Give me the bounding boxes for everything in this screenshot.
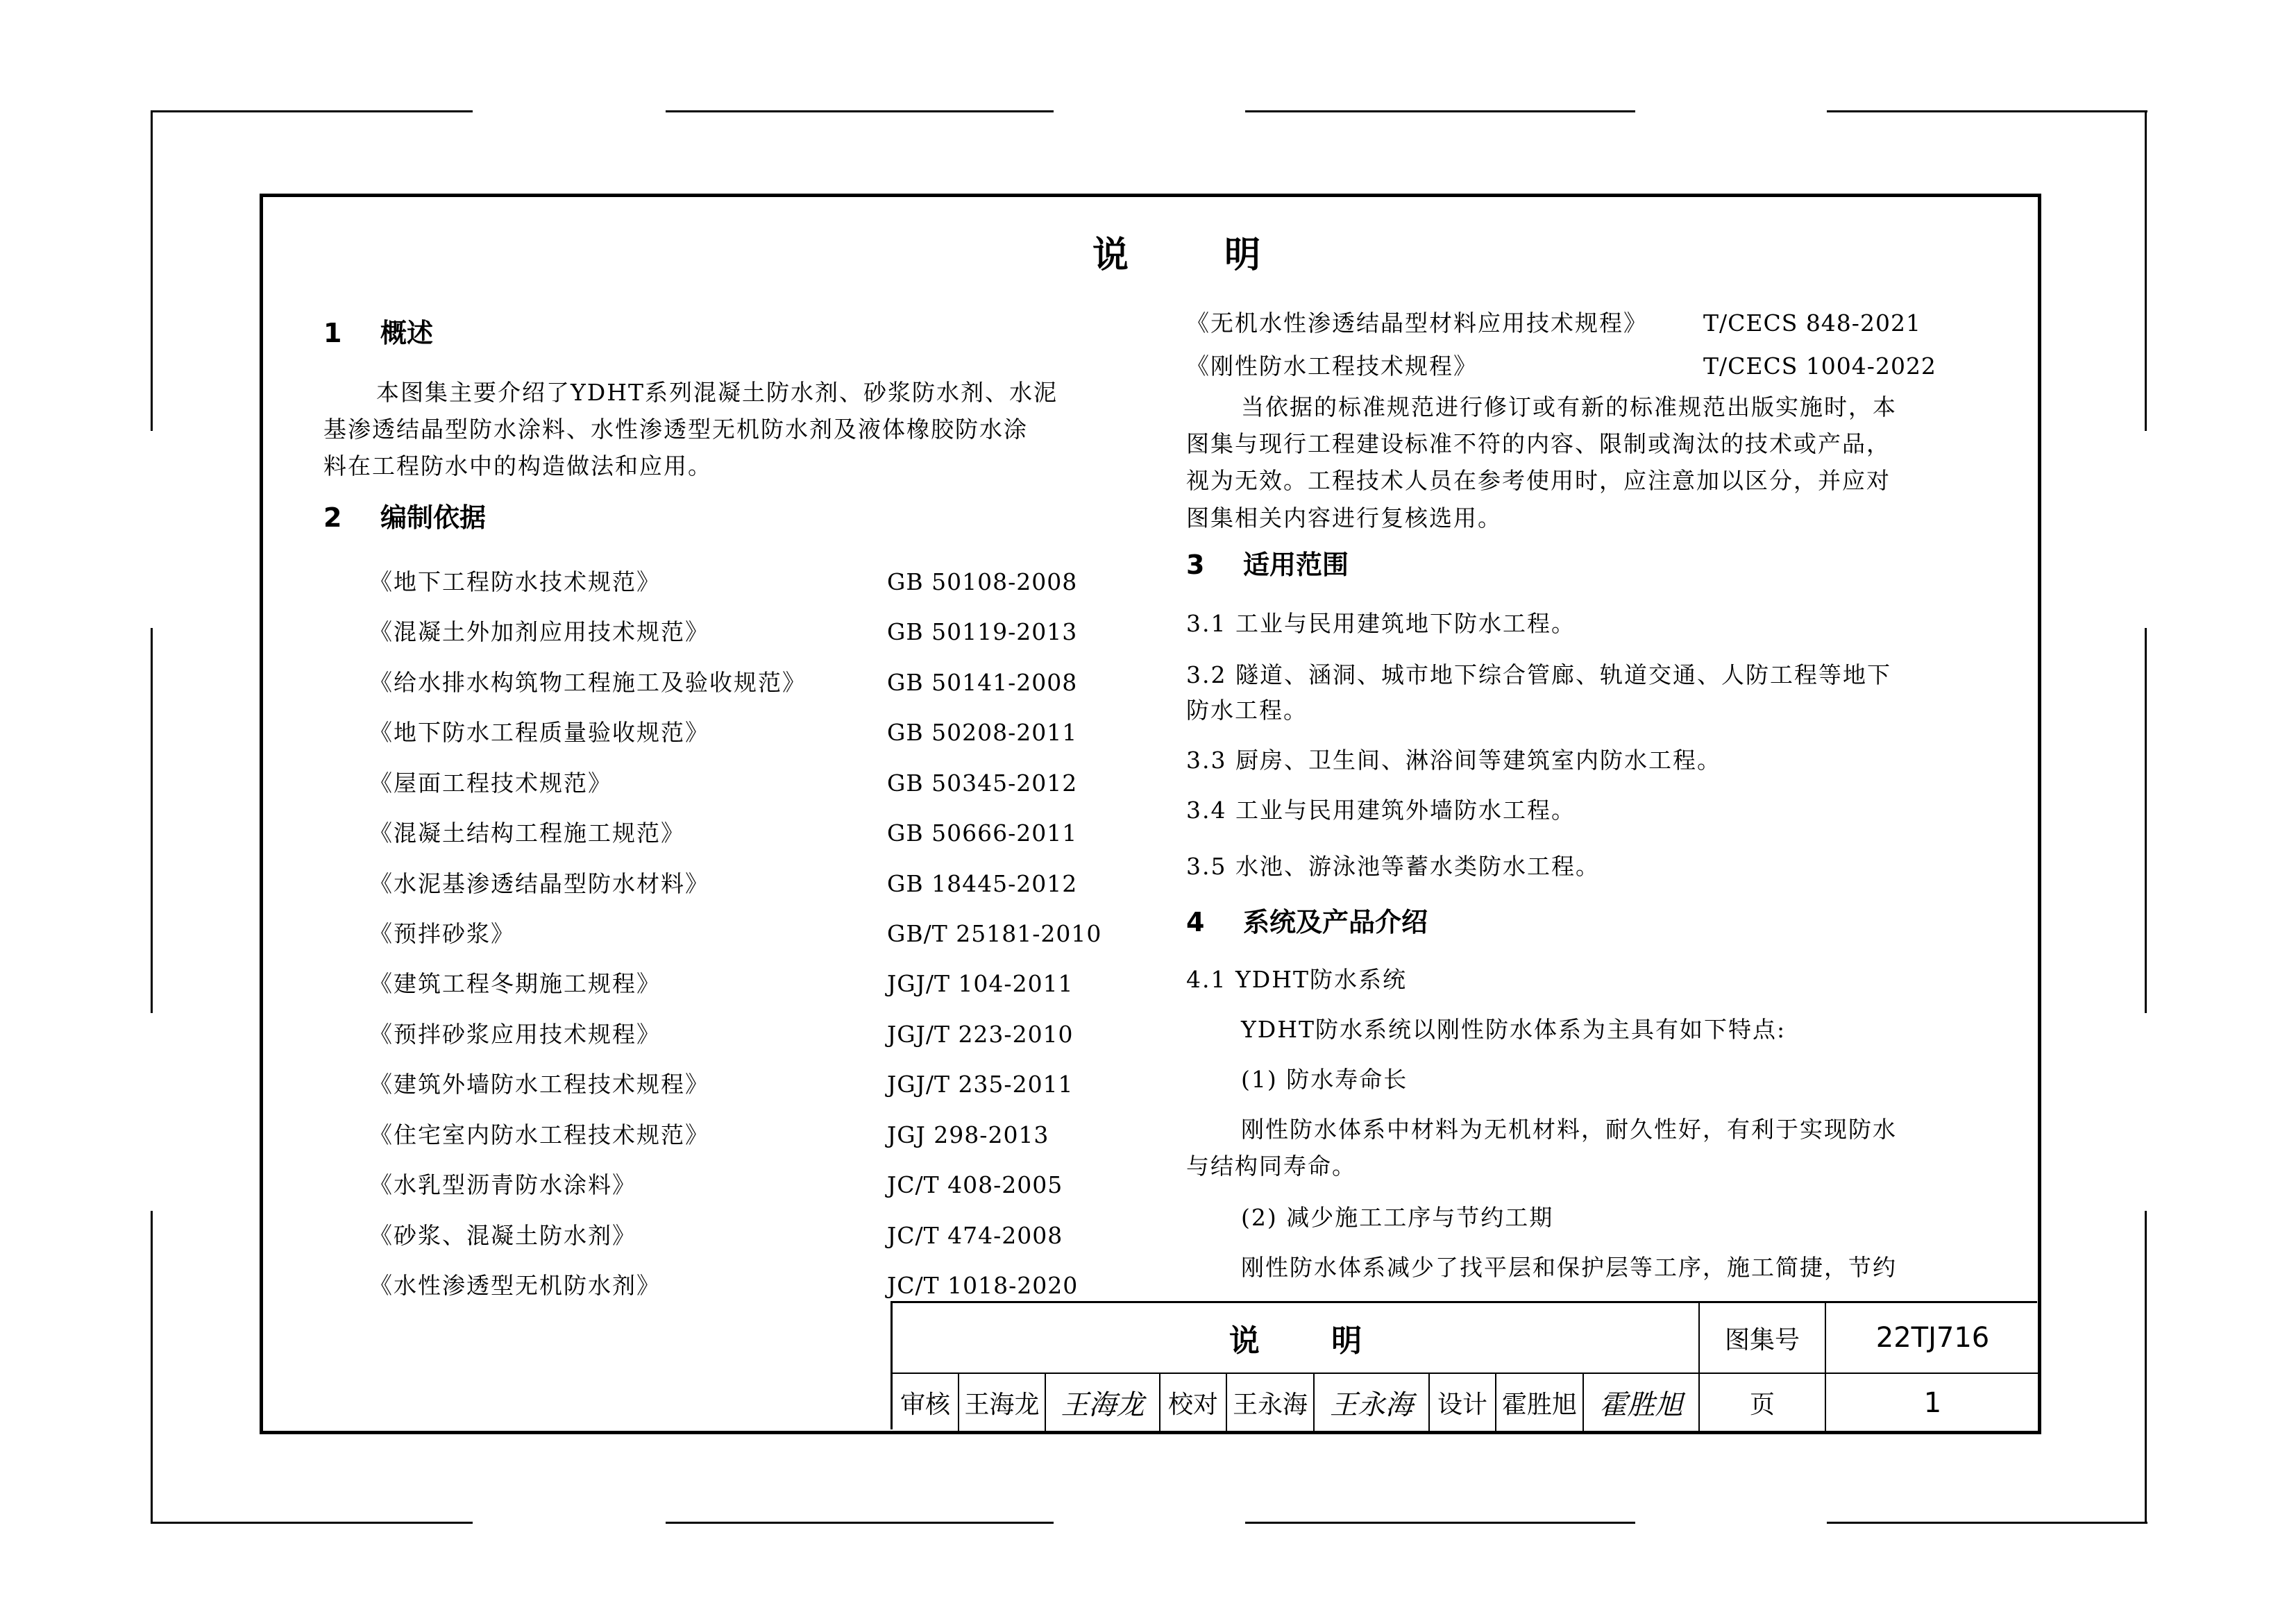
section-title: 编制依据: [380, 502, 487, 533]
title-block: [890, 1301, 2037, 1429]
standard-name: 《地下工程防水技术规范》: [369, 568, 661, 595]
paragraph-line: YDHT防水系统以刚性防水体系为主具有如下特点:: [1241, 1016, 1787, 1043]
standard-code: GB/T 25181-2010: [887, 920, 1102, 947]
scope-item: 3.5 水池、游泳池等蓄水类防水工程。: [1186, 853, 1600, 880]
paragraph-line: 刚性防水体系中材料为无机材料，耐久性好，有利于实现防水: [1241, 1116, 1897, 1143]
standard-name: 《水泥基渗透结晶型防水材料》: [369, 870, 709, 897]
standard-code: JGJ/T 223-2010: [887, 1021, 1074, 1048]
trim-line: [151, 110, 153, 431]
standard-code: T/CECS 1004-2022: [1703, 352, 1936, 380]
paragraph-line: 本图集主要介绍了YDHT系列混凝土防水剂、砂浆防水剂、水泥: [376, 379, 1058, 406]
section-heading-2: [323, 502, 486, 533]
checker-signature: 王永海: [1315, 1374, 1430, 1431]
subsection-title: 4.1 YDHT防水系统: [1186, 966, 1408, 993]
standard-name: 《水乳型沥青防水涂料》: [369, 1171, 636, 1198]
standard-name: 《混凝土结构工程施工规范》: [369, 819, 685, 847]
standard-name: 《水性渗透型无机防水剂》: [369, 1272, 661, 1299]
standard-name: 《建筑外墙防水工程技术规程》: [369, 1071, 709, 1098]
standard-code: JGJ/T 104-2011: [887, 970, 1074, 997]
standard-code: JGJ 298-2013: [887, 1121, 1049, 1148]
drawing-title: 说 明: [893, 1303, 1700, 1374]
checker-name: 王永海: [1227, 1374, 1315, 1431]
section-heading-3: [1186, 550, 1349, 580]
section-number: 1: [323, 318, 342, 348]
standard-code: GB 50119-2013: [887, 618, 1078, 645]
standard-name: 《住宅室内防水工程技术规范》: [369, 1121, 709, 1148]
scope-item-cont: 防水工程。: [1186, 697, 1308, 724]
trim-line: [666, 110, 1054, 112]
standard-name: 《无机水性渗透结晶型材料应用技术规程》: [1186, 309, 1648, 337]
section-heading-4: [1186, 907, 1428, 937]
paragraph-line: 视为无效。工程技术人员在参考使用时，应注意加以区分，并应对: [1186, 467, 1891, 494]
standard-code: GB 50141-2008: [887, 669, 1078, 696]
standard-name: 《预拌砂浆应用技术规程》: [369, 1021, 661, 1048]
standard-name: 《预拌砂浆》: [369, 920, 515, 947]
designer-signature: 霍胜旭: [1584, 1374, 1700, 1431]
trim-line: [2145, 110, 2147, 431]
standard-name: 《建筑工程冬期施工规程》: [369, 970, 661, 997]
designer-name: 霍胜旭: [1496, 1374, 1584, 1431]
standard-code: GB 50345-2012: [887, 770, 1078, 797]
standard-code: JC/T 408-2005: [887, 1171, 1063, 1198]
standard-code: JC/T 1018-2020: [887, 1272, 1079, 1299]
section-number: 4: [1186, 907, 1205, 937]
section-number: 2: [323, 502, 342, 533]
standard-code: GB 50666-2011: [887, 819, 1078, 847]
paragraph-line: 基渗透结晶型防水涂料、水性渗透型无机防水剂及液体橡胶防水涂: [323, 416, 1028, 443]
scope-item: 3.1 工业与民用建筑地下防水工程。: [1186, 610, 1576, 637]
trim-line: [151, 1211, 153, 1524]
paragraph-line: 与结构同寿命。: [1186, 1153, 1356, 1180]
reviewer-name: 王海龙: [959, 1374, 1046, 1431]
standard-code: JC/T 474-2008: [887, 1222, 1063, 1249]
standard-code: T/CECS 848-2021: [1703, 309, 1921, 337]
paragraph-line: 图集与现行工程建设标准不符的内容、限制或淘汰的技术或产品，: [1186, 430, 1891, 457]
trim-line: [2145, 1211, 2147, 1524]
paragraph-line: 刚性防水体系减少了找平层和保护层等工序，施工简捷，节约: [1241, 1254, 1897, 1281]
paragraph-line: 料在工程防水中的构造做法和应用。: [323, 452, 712, 479]
design-label: 设计: [1430, 1374, 1496, 1431]
trim-line: [151, 1522, 473, 1524]
section-heading-1: [323, 318, 433, 348]
scope-item: 3.3 厨房、卫生间、淋浴间等建筑室内防水工程。: [1186, 747, 1721, 774]
check-label: 校对: [1160, 1374, 1227, 1431]
standard-code: GB 18445-2012: [887, 870, 1078, 897]
paragraph-line: 当依据的标准规范进行修订或有新的标准规范出版实施时，本: [1241, 393, 1897, 420]
standard-code: GB 50208-2011: [887, 719, 1078, 746]
section-title: 适用范围: [1243, 550, 1349, 580]
section-title: 概述: [380, 318, 434, 348]
reviewer-signature: 王海龙: [1046, 1374, 1160, 1431]
standard-code: JGJ/T 235-2011: [887, 1071, 1074, 1098]
feature-title: (2) 减少施工工序与节约工期: [1241, 1204, 1554, 1231]
standard-name: 《刚性防水工程技术规程》: [1186, 352, 1478, 380]
trim-line: [1245, 1522, 1635, 1524]
standard-name: 《给水排水构筑物工程施工及验收规范》: [369, 669, 807, 696]
trim-line: [151, 110, 473, 112]
atlas-number-label: 图集号: [1700, 1303, 1826, 1374]
page-number: 1: [1923, 1386, 1942, 1419]
page-title: 说 明: [1092, 235, 1303, 276]
trim-line: [1827, 110, 2147, 112]
trim-line: [151, 628, 153, 1013]
standard-name: 《砂浆、混凝土防水剂》: [369, 1222, 636, 1249]
trim-line: [1827, 1522, 2147, 1524]
standard-code: GB 50108-2008: [887, 568, 1078, 595]
trim-line: [2145, 628, 2147, 1013]
section-number: 3: [1186, 550, 1205, 580]
page-label: 页: [1700, 1374, 1826, 1431]
scope-item: 3.2 隧道、涵洞、城市地下综合管廊、轨道交通、人防工程等地下: [1186, 661, 1891, 688]
trim-line: [1245, 110, 1635, 112]
atlas-number: 22TJ716: [1826, 1303, 2039, 1374]
feature-title: (1) 防水寿命长: [1241, 1066, 1408, 1093]
trim-line: [666, 1522, 1054, 1524]
section-title: 系统及产品介绍: [1243, 907, 1428, 937]
paragraph-line: 图集相关内容进行复核选用。: [1186, 504, 1502, 532]
standard-name: 《地下防水工程质量验收规范》: [369, 719, 709, 746]
standard-name: 《屋面工程技术规范》: [369, 770, 612, 797]
review-label: 审核: [893, 1374, 959, 1431]
scope-item: 3.4 工业与民用建筑外墙防水工程。: [1186, 797, 1576, 824]
standard-name: 《混凝土外加剂应用技术规范》: [369, 618, 709, 645]
